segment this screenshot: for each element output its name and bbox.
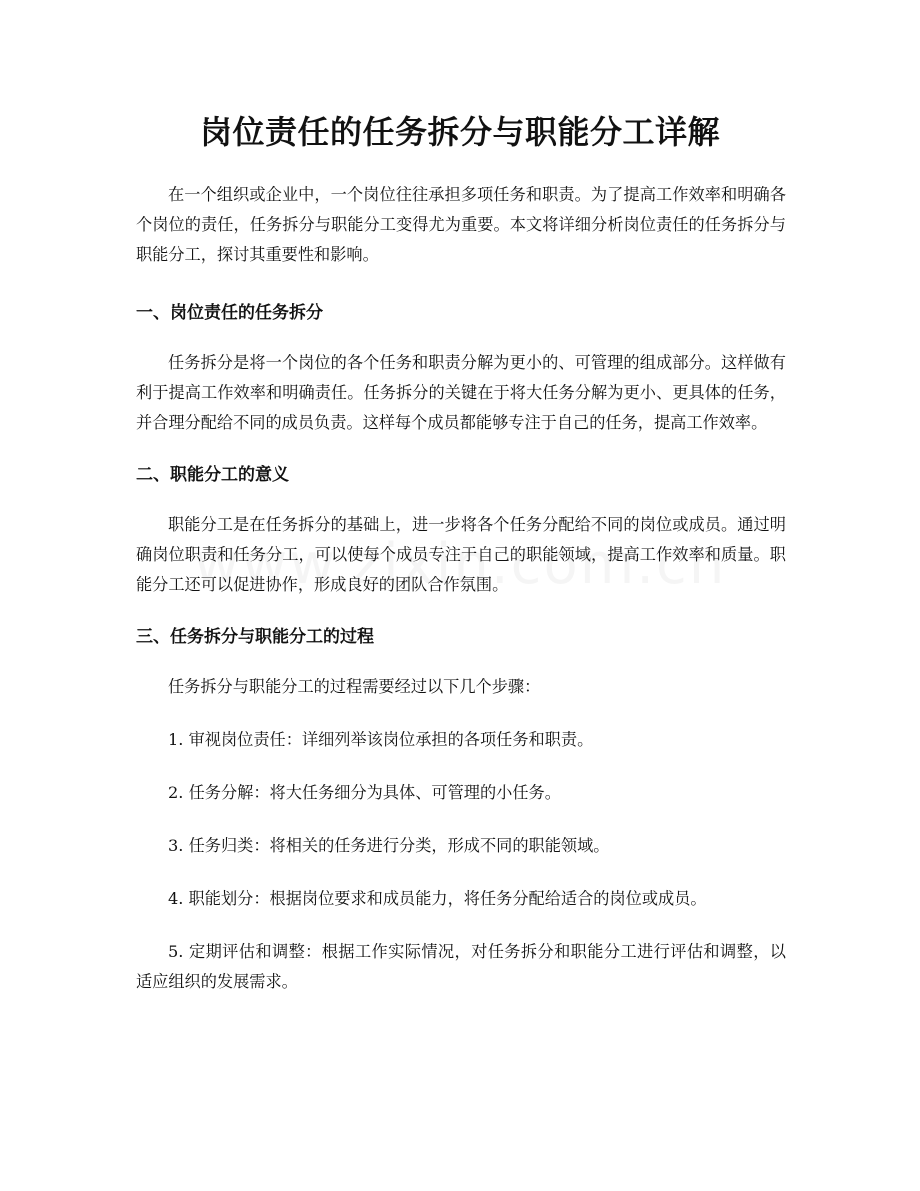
intro-paragraph: 在一个组织或企业中，一个岗位往往承担多项任务和职责。为了提高工作效率和明确各个岗位的责任，任务拆分与职能分工变得尤为重要。本文将详细分析岗位责任的任务拆分与职能分工，探讨其重要性和影响。 [136,185,786,264]
document-title: 岗位责任的任务拆分与职能分工详解 [199,113,720,151]
document-body [136,180,786,997]
section-paragraph-3: 任务拆分与职能分工的过程需要经过以下几个步骤： [168,677,541,696]
step-item: 5. 定期评估和调整：根据工作实际情况，对任务拆分和职能分工进行评估和调整，以适应组织的发展需求。 [136,942,786,991]
section-paragraph-2: 职能分工是在任务拆分的基础上，进一步将各个任务分配给不同的岗位或成员。通过明确岗位职责和任务分工，可以使每个成员专注于自己的职能领域，提高工作效率和质量。职能分工还可以促进协作，形成良好的团队合作氛围。 [136,515,786,594]
step-item: 1. 审视岗位责任：详细列举该岗位承担的各项任务和职责。 [168,730,594,749]
section-heading-2: 二、职能分工的意义 [136,465,289,485]
section-paragraph-1: 任务拆分是将一个岗位的各个任务和职责分解为更小的、可管理的组成部分。这样做有利于提高工作效率和明确责任。任务拆分的关键在于将大任务分解为更小、更具体的任务，并合理分配给不同的成员负责。这样每个成员都能够专注于自己的任务，提高工作效率。 [136,353,786,432]
step-item: 3. 任务归类：将相关的任务进行分类，形成不同的职能领域。 [168,836,610,855]
section-heading-3: 三、任务拆分与职能分工的过程 [136,627,374,647]
section-heading-1: 一、岗位责任的任务拆分 [136,303,323,323]
step-item: 2. 任务分解：将大任务细分为具体、可管理的小任务。 [168,783,561,802]
step-item: 4. 职能划分：根据岗位要求和成员能力，将任务分配给适合的岗位或成员。 [168,889,707,908]
